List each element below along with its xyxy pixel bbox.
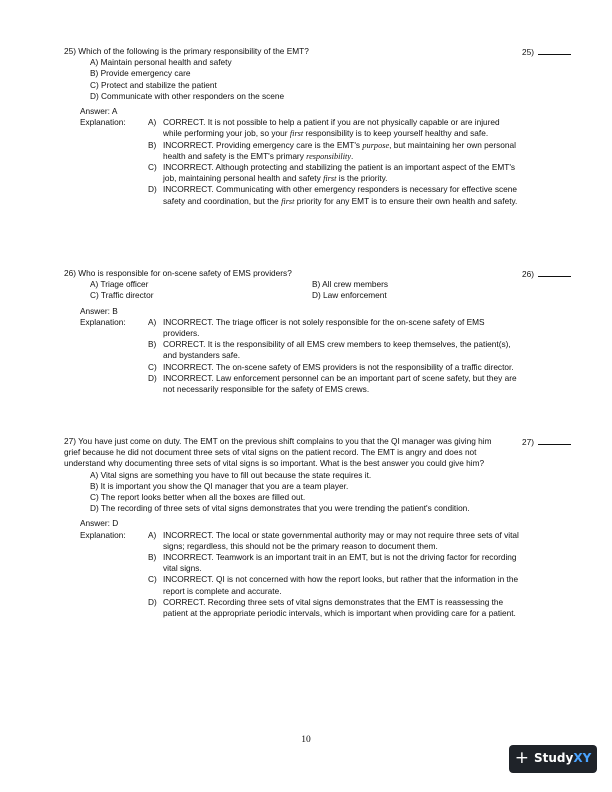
option-c: C) The report looks better when all the boxes are filled out.: [90, 492, 306, 503]
option-b: B) It is important you show the QI manager that you are a team player.: [90, 480, 349, 491]
answer-line: Answer: D: [80, 518, 119, 529]
option-c: C) Protect and stabilize the patient: [90, 79, 217, 90]
explanation-label: Explanation:: [80, 316, 126, 327]
option-a: A) Triage officer: [90, 279, 149, 290]
question-stem: 27) You have just come on duty. The EMT on the previous shift complains to you that the QI manager was giving him grief because he did not document three sets of vital signs on the patient record. The EMT is angry and does not understand why documenting three sets of vital signs is so important. What is the best answer you could give him?: [64, 436, 492, 469]
question-stem: 26) Who is responsible for on-scene safety of EMS providers?: [64, 268, 292, 278]
answer-blank-25: 25): [522, 46, 602, 58]
explanation-item: C) INCORRECT. QI is not concerned with how the report looks, but rather that the information in the report is complete and accurate.: [148, 574, 519, 596]
explanation: [64, 317, 604, 395]
plus-icon: +: [514, 748, 529, 769]
explanation-item: D) INCORRECT. Law enforcement personnel can be an important part of scene safety, but they are not necessarily responsible for the safety of EMS crews.: [148, 372, 517, 395]
answer-blank-26: 26): [522, 268, 602, 280]
option-d: D) Law enforcement: [312, 290, 387, 301]
answer-line: Answer: B: [80, 305, 118, 316]
explanation-item: C) INCORRECT. The on-scene safety of EMS providers is not the responsibility of a traffic director.: [148, 361, 514, 372]
explanation-item: C) INCORRECT. Although protecting and stabilizing the patient is an important aspect of the EMT's job, maintaining personal health and safety first is the priority.: [148, 162, 516, 184]
explanation-item: D) CORRECT. Recording three sets of vital signs demonstrates that the EMT is reassessing the patient at the appropriate periodic intervals, which is important when providing care for a patient.: [148, 596, 516, 619]
answer-blank-27: 27): [522, 436, 602, 448]
explanation-item: A) INCORRECT. The triage officer is not solely responsible for the on-scene safety of EMS providers.: [148, 316, 485, 339]
explanation-item: A) INCORRECT. The local or state governmental authority may or may not require three sets of vital signs; regardless, this should not be the primary reason to document them.: [148, 529, 519, 551]
question-25: [64, 46, 604, 207]
explanation-item: B) CORRECT. It is the responsibility of all EMS crew members to keep themselves, the patient(s), and bystanders safe.: [148, 339, 511, 361]
option-d: D) The recording of three sets of vital signs demonstrates that you were trending the patient's condition.: [90, 503, 470, 514]
explanation-label: Explanation:: [80, 117, 126, 128]
explanation-label: Explanation:: [80, 529, 126, 540]
option-c: C) Traffic director: [90, 290, 154, 301]
option-d: D) Communicate with other responders on the scene: [90, 90, 285, 101]
option-b: B) Provide emergency care: [90, 68, 191, 79]
option-a: A) Vital signs are something you have to fill out because the state requires it.: [90, 469, 372, 480]
studyxy-badge[interactable]: + Study XY: [509, 745, 597, 773]
explanation-item: B) INCORRECT. Providing emergency care is the EMT's purpose, but maintaining her own personal health and safety is the EMT's primary responsibility.: [148, 139, 516, 161]
explanation: [64, 117, 604, 207]
answer-line: Answer: A: [80, 106, 118, 117]
explanation-item: D) INCORRECT. Communicating with other emergency responders is necessary for effective scene safety and coordination, but the first priority for any EMT is to ensure their own health and safety.: [148, 184, 518, 206]
explanation-item: A) CORRECT. It is not possible to help a patient if you are not physically capable or are injured while performing your job, so your first responsibility is to keep yourself healthy and safe.: [148, 117, 500, 139]
option-b: B) All crew members: [312, 279, 389, 290]
explanation: [64, 530, 604, 620]
question-26: [64, 268, 604, 395]
question-27: [64, 436, 604, 619]
option-a: A) Maintain personal health and safety: [90, 57, 232, 68]
explanation-item: B) INCORRECT. Teamwork is an important trait in an EMT, but is not the driving factor for recording vital signs.: [148, 552, 517, 574]
page-number: 10: [301, 735, 311, 745]
question-stem: 25) Which of the following is the primary responsibility of the EMT?: [64, 46, 309, 56]
